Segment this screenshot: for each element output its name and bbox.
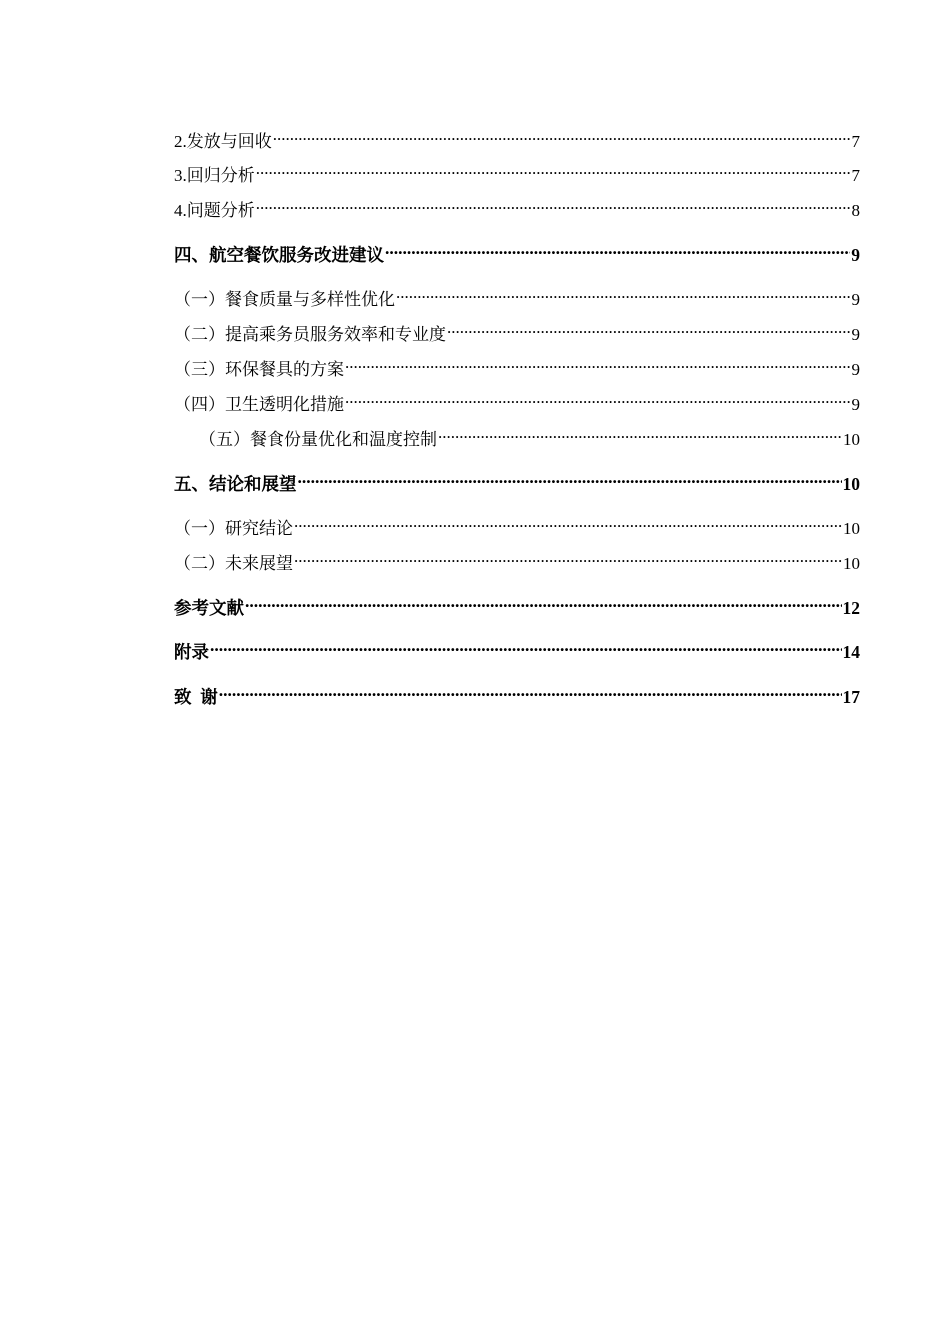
toc-entry-title: 致 谢 [174,687,218,707]
toc-entry[interactable] [174,159,860,187]
toc-entry-title: （三）环保餐具的方案 [174,360,344,379]
toc-entry-title: （二）提高乘务员服务效率和专业度 [174,325,446,344]
dot-leader [294,512,842,534]
toc-entry-title: 五、结论和展望 [174,474,297,494]
toc-entry-page: 7 [851,166,860,185]
toc-entry-title: （五）餐食份量优化和温度控制 [199,430,437,449]
toc-entry-title: （四）卫生透明化措施 [174,395,344,414]
toc-entry-page: 9 [851,290,860,309]
toc-entry-page: 12 [842,598,860,618]
toc-entry[interactable] [174,512,860,540]
toc-entry-title: （一）研究结论 [174,519,293,538]
dot-leader [219,681,842,703]
toc-entry-page: 9 [851,245,860,265]
toc-entry[interactable] [199,423,860,451]
dot-leader [256,159,851,181]
dot-leader [396,283,851,305]
toc-entry-title: 四、航空餐饮服务改进建议 [174,245,384,265]
toc-entry-title: （一）餐食质量与多样性优化 [174,290,395,309]
toc-entry[interactable] [174,468,860,495]
toc-entry[interactable] [174,125,860,153]
toc-entry-page: 10 [843,430,860,449]
toc-entry-title: 附录 [174,642,209,662]
dot-leader [210,636,842,658]
toc-entry[interactable] [174,636,860,663]
dot-leader [345,388,851,410]
toc-entry-page: 10 [843,554,860,573]
toc-entry-title: 2.发放与回收 [174,132,272,151]
toc-entry[interactable] [174,592,860,619]
dot-leader [438,423,842,445]
toc-entry[interactable] [174,283,860,311]
dot-leader [273,125,851,147]
toc-entry-page: 17 [842,687,860,707]
toc-entry[interactable] [174,239,860,266]
toc-entry-page: 10 [843,519,860,538]
toc-entry-page: 9 [851,325,860,344]
toc-entry-page: 9 [851,360,860,379]
toc-entry-page: 9 [851,395,860,414]
toc-entry[interactable] [174,194,860,222]
toc-entry[interactable] [174,353,860,381]
toc-entry-page: 7 [851,132,860,151]
dot-leader [385,239,850,261]
toc-entry-title: 3.回归分析 [174,166,255,185]
dot-leader [345,353,851,375]
toc-entry[interactable] [174,681,860,708]
dot-leader [245,592,842,614]
dot-leader [256,194,851,216]
toc-entry-page: 14 [842,642,860,662]
dot-leader [294,547,842,569]
toc-entry[interactable] [174,388,860,416]
toc-entry-title: （二）未来展望 [174,554,293,573]
dot-leader [447,318,851,340]
toc-entry-page: 8 [851,201,860,220]
toc-entry-page: 10 [842,474,860,494]
toc-entry[interactable] [174,318,860,346]
toc-entry[interactable] [174,547,860,575]
toc-entry-title: 4.问题分析 [174,201,255,220]
toc-entry-title: 参考文献 [174,598,244,618]
dot-leader [298,468,842,490]
